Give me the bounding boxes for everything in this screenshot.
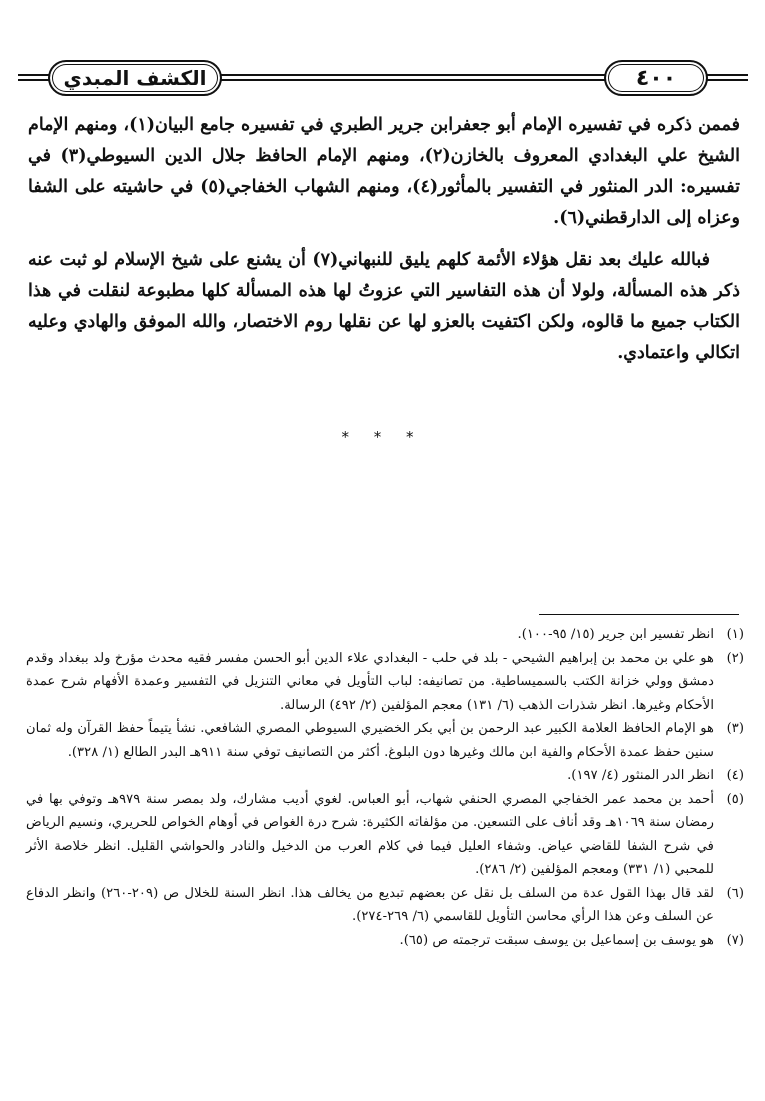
- footnote-number: (٧): [726, 932, 744, 948]
- footnote: [26, 647, 744, 718]
- main-text: [28, 110, 740, 369]
- footnote: [26, 929, 744, 953]
- page-number: ٤٠٠: [635, 65, 677, 91]
- footnote-number: (١): [726, 627, 744, 642]
- footnote-text: انظر الدر المنثور (٤/ ١٩٧).: [567, 768, 714, 783]
- footnote-text: لقد قال بهذا القول عدة من السلف بل نقل عن بعضهم تبديع من يخالف هذا. انظر السنة للخلال ص (٢٠٩-٢٦٠) وانظر الدفاع عن السلف وعن هذا الرأي محاسن التأويل للقاسمي (٦/ ٢٦٩-٢٧٤).: [26, 885, 714, 924]
- footnote-text: أحمد بن محمد عمر الخفاجي المصري الحنفي شهاب، أبو العباس. لغوي أديب مشارك، ولد بمصر سنة ٩٧٩هـ وتوفي بها في رمضان سنة ١٠٦٩هـ وقد أناف على التسعين. من مؤلفاته الكثيرة: شرح درة الغواص في أوهام الخواص للحريري، ونسيم الرياض في شرح الشفا للقاضي عياض. وشفاء العليل فيما في كلام العرب من الدخيل والنادر والحواشي القليل. انظر خلاصة الأثر للمحبي (١/ ٣٣١) ومعجم المؤلفين (٢/ ٢٨٦).: [26, 791, 715, 877]
- footnote-number: (٦): [726, 885, 744, 901]
- footnote-separator-line: [539, 614, 739, 615]
- footnote-text: هو الإمام الحافظ العلامة الكبير عبد الرحمن بن أبي بكر الخضيري السيوطي المصري الشافعي. نشأ يتيماً حفظ القرآن وله ثمان سنين حفظ عمدة الأحكام والفية ابن مالك وغيرها دون البلوغ. أكثر من التصانيف توفي سنة ٩١١هـ البدر الطالع (١/ ٣٢٨).: [26, 721, 714, 760]
- footnote: [26, 882, 744, 929]
- footnote-text: هو علي بن محمد بن إبراهيم الشيحي - بلد في حلب - البغدادي علاء الدين أبو الحسن مفسر فقيه محدث مؤرخ ولد ببغداد وقدم دمشق وولي خزانة الكتب بالسميساطية. من تصانيفه: لباب التأويل في معاني التنزيل في التفسير وعمدة الأفهام شرح عمدة الأحكام وغيرها. انظر شذرات الذهب (٦/ ١٣١) معجم المؤلفين (٢/ ٤٩٢) الرسالة.: [26, 650, 714, 713]
- footnote-text: هو يوسف بن إسماعيل بن يوسف سبقت ترجمته ص (٦٥).: [399, 932, 714, 948]
- page-header: [18, 60, 748, 96]
- footnote: [26, 623, 744, 647]
- footnotes: [26, 623, 744, 952]
- footnote-text: انظر تفسير ابن جرير (١٥/ ٩٥-١٠٠).: [517, 627, 714, 642]
- section-separator: * * *: [341, 428, 424, 446]
- footnote-number: (٢): [726, 650, 744, 666]
- footnote-number: (٣): [726, 721, 744, 736]
- footnote-number: (٤): [726, 768, 744, 783]
- paragraph: فبالله عليك بعد نقل هؤلاء الأئمة كلهم يليق للنبهاني(٧) أن يشنع على شيخ الإسلام لو ثبت عنه ذكر هذه المسألة، ولولا أن هذه التفاسير التي عزوتُ لها هذه المسألة كلها مطبوعة لنقلت في هذا الكتاب جميع ما قالوه، ولكن اكتفيت بالعزو لها عن نقلها روم الاختصار، والله الموفق والهادي وعليه اتكالي واعتمادي.: [28, 250, 740, 363]
- footnote-number: (٥): [726, 791, 744, 807]
- book-title-banner: [48, 60, 222, 96]
- footnote: [26, 764, 744, 788]
- book-title: الكشف المبدي: [63, 66, 207, 90]
- page-number-badge: [604, 60, 708, 96]
- footnote: [26, 788, 744, 882]
- footnote: [26, 717, 744, 764]
- paragraph: فممن ذكره في تفسيره الإمام أبو جعفرابن جرير الطبري في تفسيره جامع البيان(١)، ومنهم الإمام الشيخ علي البغدادي المعروف بالخازن(٢)، ومنهم الإمام الحافظ جلال الدين السيوطي(٣) في تفسيره: الدر المنثور في التفسير بالمأثور(٤)، ومنهم الشهاب الخفاجي(٥) في حاشيته على الشفا وعزاه إلى الدارقطني(٦).: [28, 115, 740, 228]
